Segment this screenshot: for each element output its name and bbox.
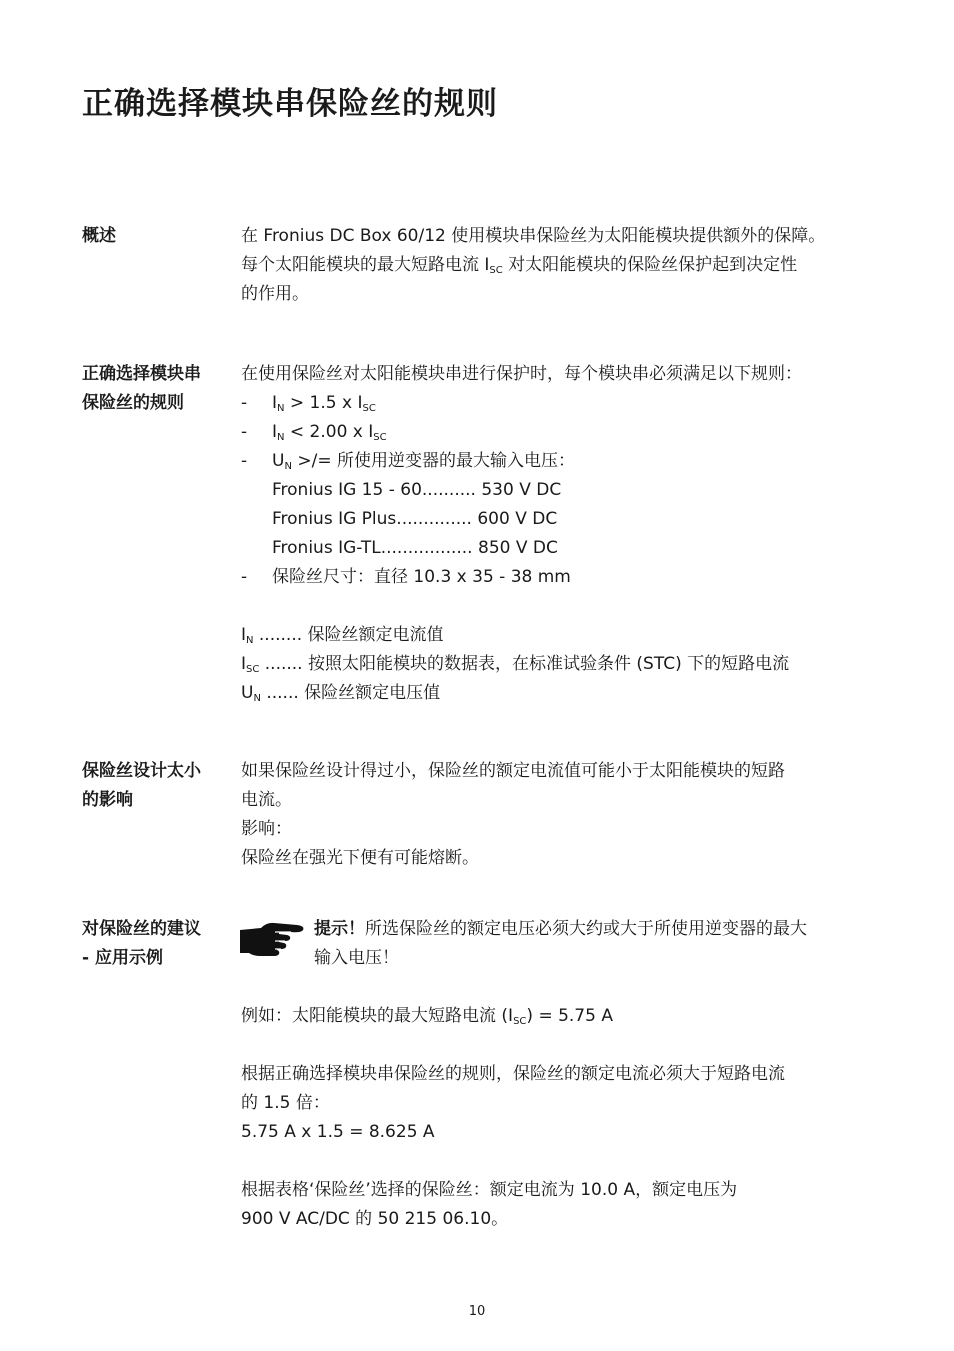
undersized-body — [241, 757, 881, 873]
rules-body — [241, 360, 881, 708]
inverter-row: Fronius IG-TL................. 850 V DC — [272, 538, 558, 558]
example-line: 例如：太阳能模块的最大短路电流 $(I_{SC}) = 5.75$ A — [241, 1006, 613, 1027]
undersized-line-3: 影响： — [241, 819, 292, 839]
hint-line-1: 提示！所选保险丝的额定电压必须大约或大于所使用逆变器的最大 — [314, 919, 807, 939]
heading-overview-text: 概述 — [82, 226, 116, 246]
calculation-line: 5.75 A x 1.5 = 8.625 A — [241, 1122, 435, 1142]
overview-body — [241, 222, 881, 309]
heading-recommendation-line-2: - 应用示例 — [82, 948, 163, 968]
heading-rules-line-1: 正确选择模块串 — [82, 364, 201, 384]
heading-recommendation — [82, 915, 232, 973]
rule-application-line-1: 根据正确选择模块串保险丝的规则，保险丝的额定电流必须大于短路电流 — [241, 1064, 785, 1084]
heading-undersized — [82, 757, 232, 815]
heading-undersized-line-1: 保险丝设计太小 — [82, 761, 201, 781]
page-number: 10 — [468, 1304, 486, 1319]
overview-line-1: 在 Fronius DC Box 60/12 使用模块串保险丝为太阳能模块提供额外的保障。 — [241, 226, 826, 246]
undersized-line-2: 电流。 — [241, 790, 292, 810]
heading-overview — [82, 222, 232, 251]
selection-line-1: 根据表格‘保险丝’选择的保险丝：额定电流为 10.0 A，额定电压为 — [241, 1180, 738, 1200]
hint-box — [314, 915, 884, 973]
rule-item-2: - $I_N < 2.00$ x $I_{SC}$ — [241, 422, 387, 443]
hint-line-2: 输入电压！ — [314, 948, 399, 968]
rule-item-1: - $I_N > 1.5$ x $I_{SC}$ — [241, 393, 376, 414]
heading-recommendation-line-1: 对保险丝的建议 — [82, 919, 201, 939]
definition-isc: $I_{SC}$ ....... 按照太阳能模块的数据表，在标准试验条件 (STC) 下的短路电流 — [241, 654, 790, 675]
rule-item-4: - 保险丝尺寸：直径 10.3 x 35 - 38 mm — [241, 567, 571, 587]
rule-item-3: - $U_N$ >/= 所使用逆变器的最大输入电压： — [241, 451, 575, 472]
heading-rules-line-2: 保险丝的规则 — [82, 393, 184, 413]
rule-application-line-2: 的 1.5 倍： — [241, 1093, 330, 1113]
heading-rules — [82, 360, 232, 418]
definition-un: $U_N$ ...... 保险丝额定电压值 — [241, 683, 441, 704]
selection-line-2: 900 V AC/DC 的 50 215 06.10。 — [241, 1209, 509, 1229]
undersized-line-4: 保险丝在强光下便有可能熔断。 — [241, 848, 479, 868]
overview-line-2: 每个太阳能模块的最大短路电流 $I_{SC}$ 对太阳能模块的保险丝保护起到决定性 — [241, 255, 798, 276]
heading-undersized-line-2: 的影响 — [82, 790, 133, 810]
pointing-hand-icon — [239, 920, 305, 958]
page-title: 正确选择模块串保险丝的规则 — [82, 86, 498, 122]
rules-intro: 在使用保险丝对太阳能模块串进行保护时，每个模块串必须满足以下规则： — [241, 364, 802, 384]
undersized-line-1: 如果保险丝设计得过小，保险丝的额定电流值可能小于太阳能模块的短路 — [241, 761, 785, 781]
inverter-row: Fronius IG Plus.............. 600 V DC — [272, 509, 558, 529]
overview-line-3: 的作用。 — [241, 284, 309, 304]
definition-in: $I_N$ ........ 保险丝额定电流值 — [241, 625, 444, 646]
recommendation-body — [241, 1002, 881, 1234]
inverter-row: Fronius IG 15 - 60.......... 530 V DC — [272, 480, 562, 500]
